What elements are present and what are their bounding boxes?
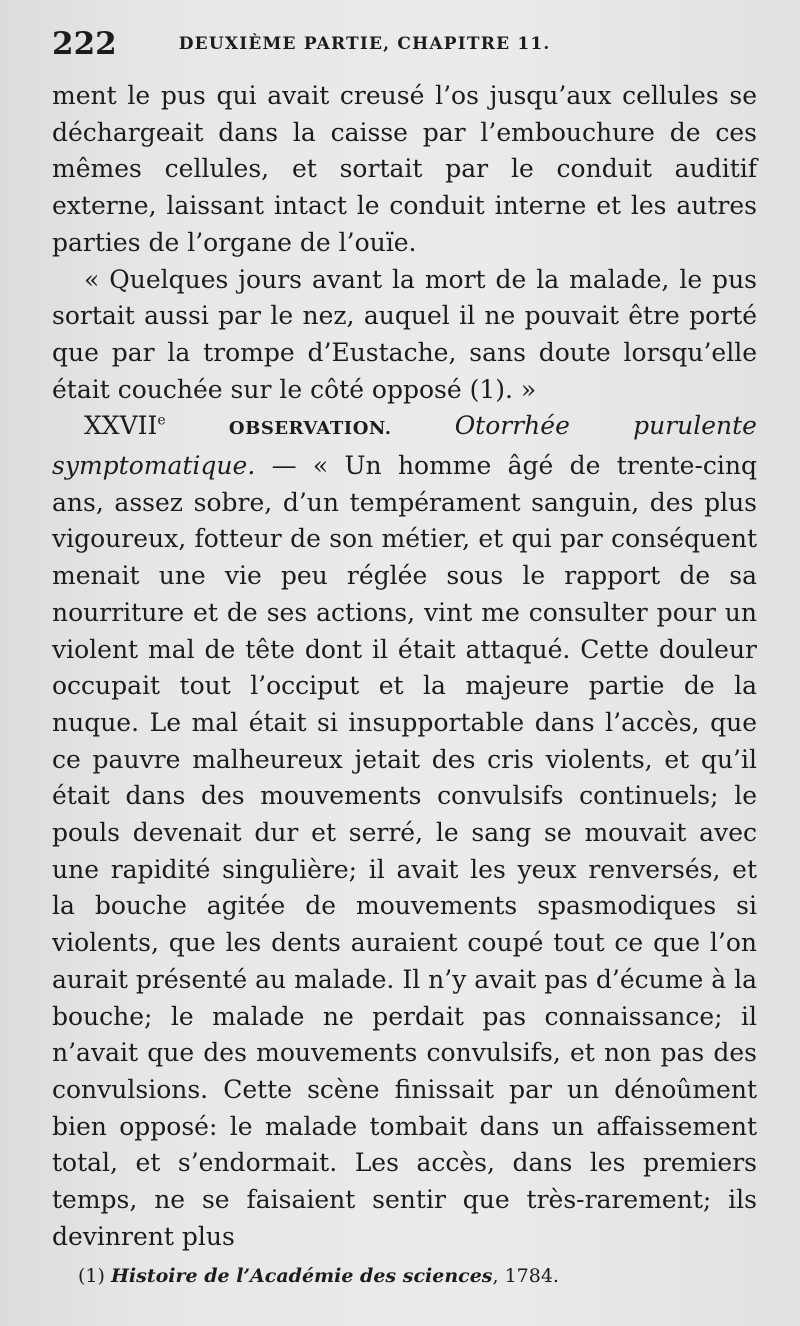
paragraph-quote: « Quelques jours avant la mort de la malade, le pus sortait aussi par le nez, auquel il ne pouvait être porté que par la trompe d’Eustache, sans doute lorsqu’elle était couchée sur le côté opposé (1). »: [52, 264, 757, 404]
footnote-marker: (1): [78, 1265, 105, 1287]
paragraph-continuation: ment le pus qui avait creusé l’os jusqu’aux cellules se déchargeait dans la caisse par l’embouchure de ces mêmes cellules, et sortait par le conduit auditif externe, laissant intact le conduit interne et les autres parties de l’organe de l’ouïe.: [52, 81, 757, 257]
observation-body: — « Un homme âgé de trente-cinq ans, assez sobre, d’un tempérament sanguin, des plus vigoureux, fotteur de son métier, et qui par conséquent menait une vie peu réglée sous le rapport de sa nourriture et de ses actions, vint me consulter pour un violent mal de tête dont il était attaqué. Cette douleur occupait tout l’occiput et la majeure partie de la nuque. Le mal était si insupportable dans l’accès, que ce pauvre malheureux jetait des cris violents, et qu’il était dans des mouvements convulsifs continuels; le pouls devenait dur et serré, le sang se mouvait avec une rapidité singulière; il avait les yeux renversés, et la bouche agitée de mouvements spasmodiques si violents, que les dents auraient coupé tout ce que l’on aurait présenté au malade. Il n’y avait pas d’écume à la bouche; le malade ne perdait pas connaissance; il n’avait que des mouvements convulsifs, et non pas des convulsions. Cette scène finissait par un dénoûment bien opposé: le malade tombait dans un affaissement total, et s’endormait. Les accès, dans les premiers temps, ne se faisaient sentir que très-rarement; ils devinrent plus: [52, 451, 757, 1251]
footnote: [78, 1264, 738, 1288]
observation-title: Otorrhée purulente symptomatique.: [52, 411, 757, 481]
body-text: [52, 78, 757, 1256]
page-header: [52, 22, 748, 66]
footnote-title: Histoire de l’Académie des sciences: [110, 1265, 493, 1287]
observation-number: XXVII: [84, 411, 158, 441]
observation-number-superscript: e: [157, 413, 166, 429]
paragraph-observation: [52, 408, 757, 1255]
footnote-year: , 1784.: [492, 1265, 559, 1287]
observation-label: OBSERVATION.: [228, 418, 392, 440]
page-number: 222: [52, 26, 117, 62]
running-head: DEUXIÈME PARTIE, CHAPITRE 11.: [178, 34, 551, 54]
